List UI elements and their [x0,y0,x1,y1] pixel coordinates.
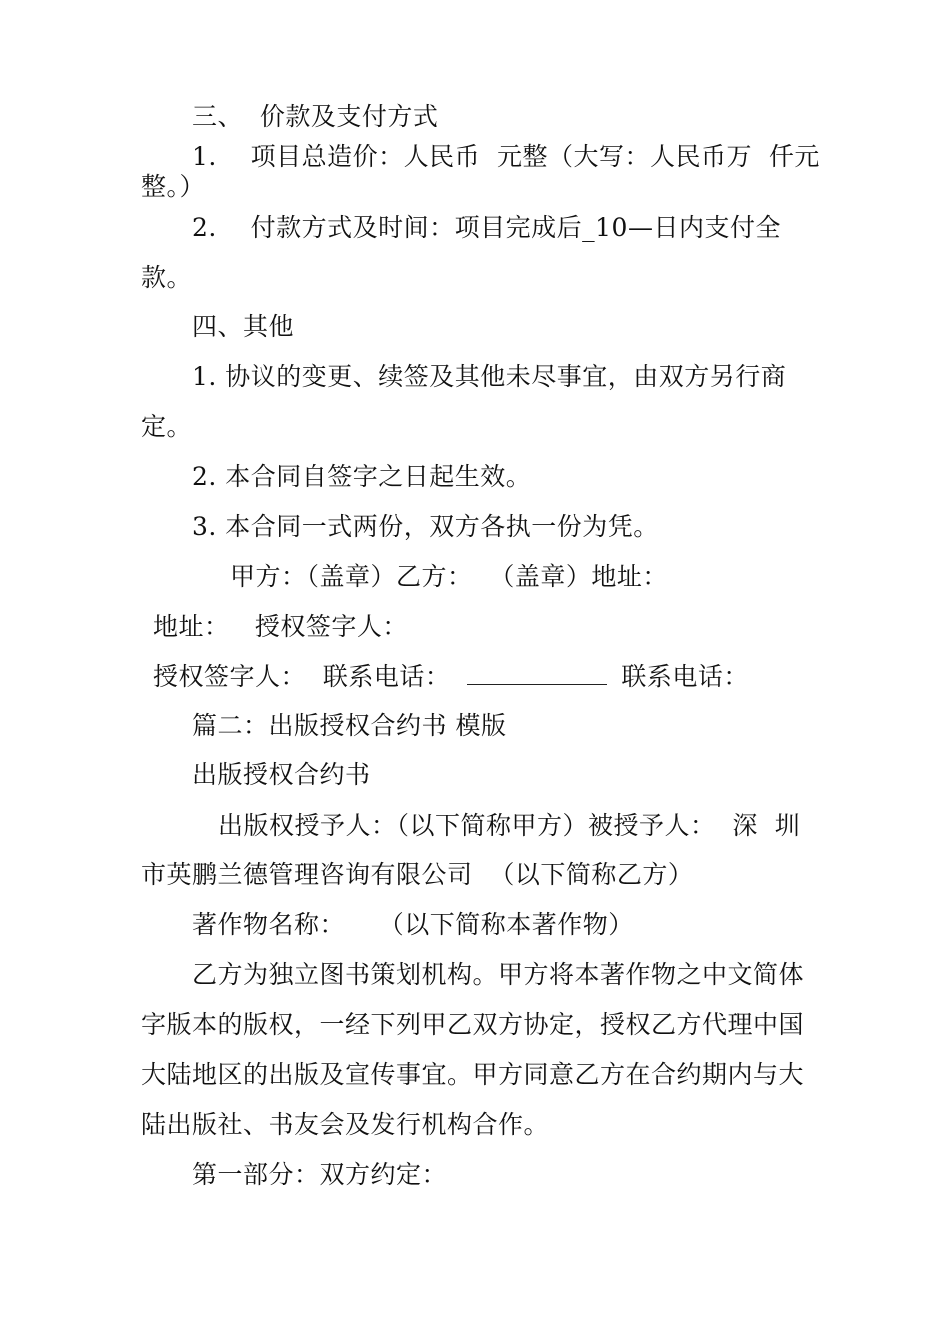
paragraph-line: 款。 [141,263,193,292]
section-heading-payment: 三、 价款及支付方式 [192,102,439,131]
paragraph-line: 1. 项目总造价：人民币 元整（大写：人民币万 仟元 [192,142,820,171]
paragraph-line: 2. 本合同自签字之日起生效。 [192,462,532,491]
paragraph-line: 3. 本合同一式两份，双方各执一份为凭。 [192,512,659,541]
section-heading-other: 四、其他 [192,312,295,341]
paragraph-line: 定。 [141,412,193,441]
paragraph-line: 1. 协议的变更、续签及其他未尽事宜，由双方另行商 [192,362,787,391]
paragraph-line: 著作物名称： （以下简称本著作物） [192,910,634,939]
paragraph-line: 市英鹏兰德管理咨询有限公司 （以下简称乙方） [141,860,694,889]
paragraph-line: 出版权授予人：（以下简称甲方）被授予人： 深 圳 [218,811,801,840]
signature-line: 甲方：（盖章）乙方： （盖章）地址： [230,562,668,591]
paragraph-line: 大陆地区的出版及宣传事宜。甲方同意乙方在合约期内与大 [141,1060,805,1089]
paragraph-line: 陆出版社、书友会及发行机构合作。 [141,1110,550,1139]
section-heading-part-one: 第一部分：双方约定： [192,1160,448,1189]
contract-title: 出版授权合约书 [192,760,371,789]
fill-in-blank [467,664,607,685]
paragraph-line: 乙方为独立图书策划机构。甲方将本著作物之中文简体 [192,960,805,989]
signature-line: 地址： 授权签字人： [153,612,408,641]
paragraph-line: 整。） [141,172,206,201]
paragraph-line: 2. 付款方式及时间：项目完成后_10—日内支付全 [192,213,781,242]
chapter-title: 篇二：出版授权合约书 模版 [192,711,507,740]
signature-contact-right: 联系电话： [621,662,749,691]
paragraph-line: 字版本的版权，一经下列甲乙双方协定，授权乙方代理中国 [141,1010,805,1039]
signature-line [153,662,749,692]
signature-contact-left: 授权签字人： 联系电话： [153,662,451,691]
